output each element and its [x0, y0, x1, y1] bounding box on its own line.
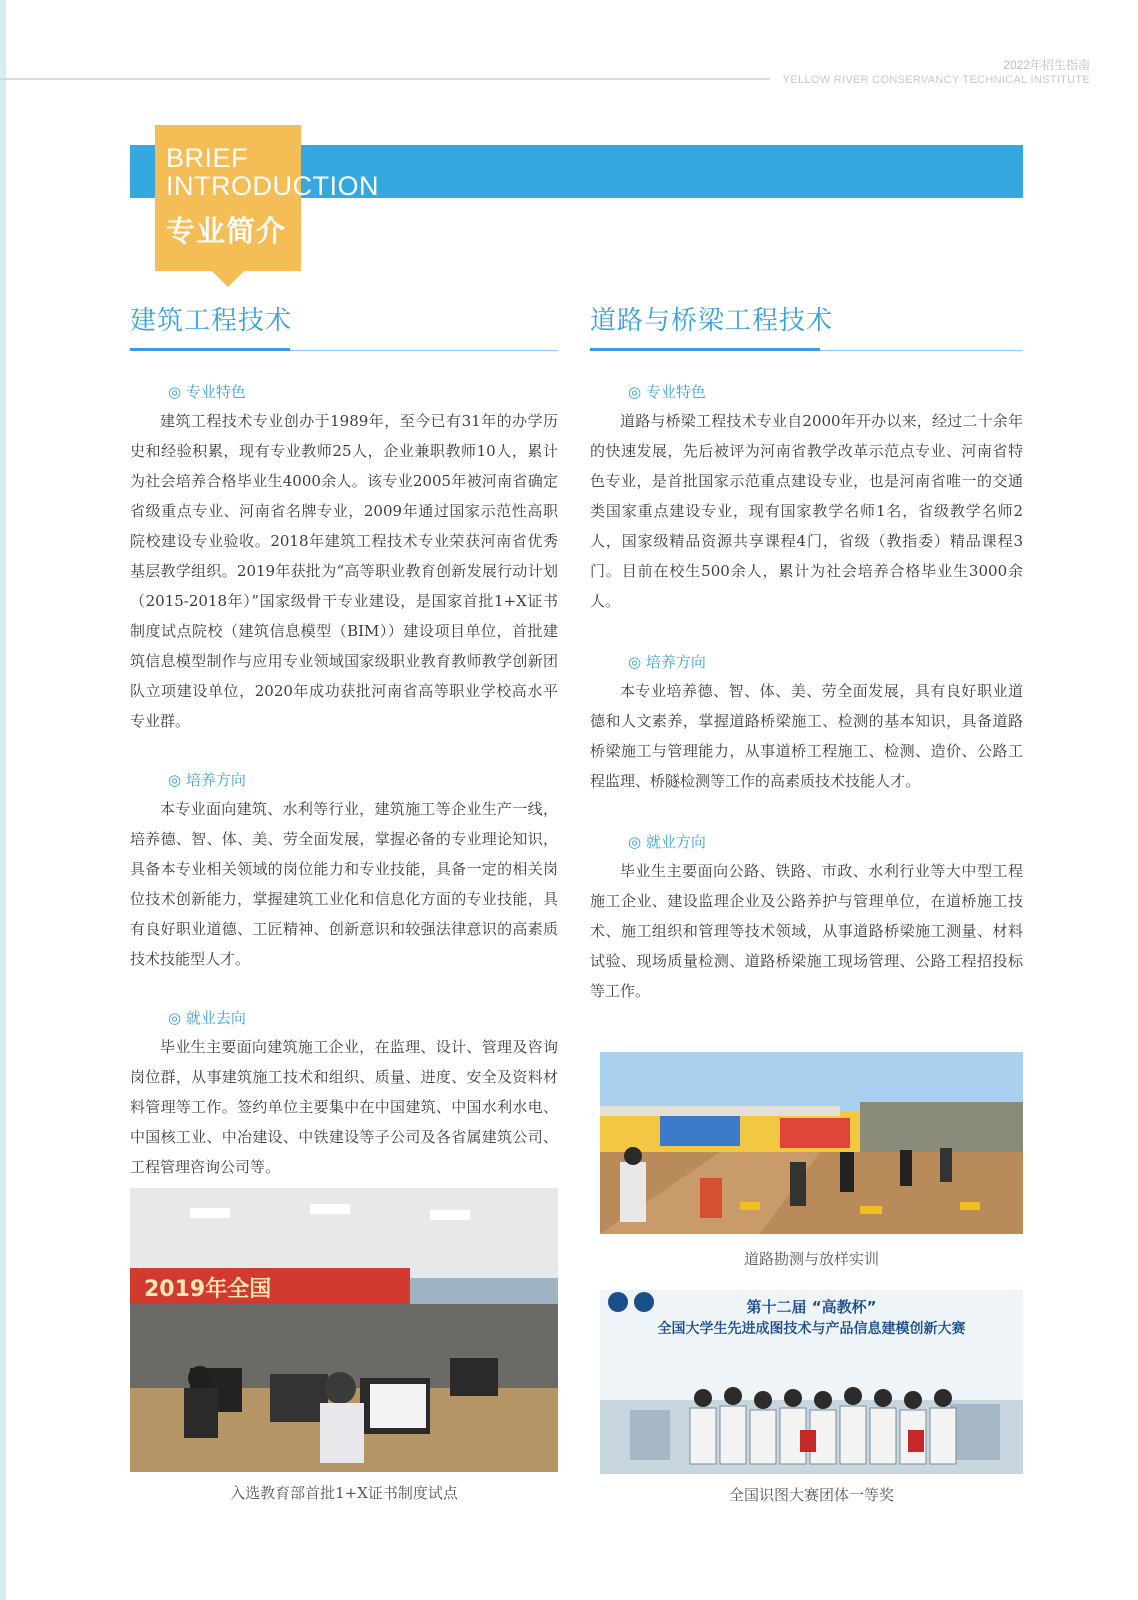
brief-line: BRIEF	[166, 143, 249, 173]
introduction-line: INTRODUCTION	[166, 171, 379, 201]
left-training-text: 本专业面向建筑、水利等行业，建筑施工等企业生产一线，培养德、智、体、美、劳全面发展，掌握必备的专业理论知识，具备本专业相关领域的岗位能力和专业技能，具备一定的相关岗位技术创新能力，掌握建筑工业化和信息化方面的专业技能，具有良好职业道德、工匠精神、创新意识和较强法律意识的高素质技术技能型人才。	[130, 800, 558, 968]
left-photo-caption: 入选教育部首批1+X证书制度试点	[230, 1484, 458, 1502]
right-features-heading: ◎ 专业特色	[628, 383, 706, 401]
right-major-title: 道路与桥梁工程技术	[590, 306, 834, 336]
left-features-text: 建筑工程技术专业创办于1989年，至今已有31年的办学历史和经验积累，现有专业教师25人，企业兼职教师10人，累计为社会培养合格毕业生4000余人。该专业2005年被河南省确定省级重点专业、河南省名牌专业，2009年通过国家示范性高职院校建设专业验收。2018年建筑工程技术专业荣获河南省优秀基层教学组织。2019年获批为“高等职业教育创新发展行动计划（2015-2018年）”国家级骨干专业建设，是国家首批1+X证书制度试点院校（建筑信息模型（BIM））建设项目单位，首批建筑信息模型制作与应用专业领域国家级职业教育教师教学创新团队立项建设单位，2020年成功获批河南省高等职业学校高水平专业群。	[130, 412, 558, 730]
header-rule	[0, 78, 770, 80]
computer-lab-illustration	[130, 1188, 558, 1472]
award-photo-caption: 全国识图大赛团体一等奖	[728, 1486, 894, 1504]
section-title-zh: 专业简介	[166, 214, 287, 248]
intro-pointer	[211, 270, 245, 287]
right-employment-heading: ◎ 就业方向	[628, 833, 706, 851]
guide-title: 2022年招生指南	[1003, 58, 1090, 72]
road-surveying-illustration	[600, 1052, 1023, 1234]
right-employment-text: 毕业生主要面向公路、铁路、市政、水利行业等大中型工程施工企业、建设监理企业及公路养护与管理单位，在道桥施工技术、施工组织和管理等技术领域，从事道路桥梁施工测量、材料试验、现场质量检测、道路桥梁施工现场管理、公路工程招投标等工作。	[590, 862, 1023, 1000]
award-banner-line2: 全国大学生先进成图技术与产品信息建模创新大赛	[657, 1321, 966, 1337]
road-surveying-photo	[600, 1052, 1023, 1234]
right-training-text: 本专业培养德、智、体、美、劳全面发展，具有良好职业道德和人文素养，掌握道路桥梁施工、检测的基本知识，具备道路桥梁施工与管理能力，从事道桥工程施工、检测、造价、公路工程监理、桥隧检测等工作的高素质技术技能人才。	[590, 682, 1023, 790]
right-features-text: 道路与桥梁工程技术专业自2000年开办以来，经过二十余年的快速发展，先后被评为河南省教学改革示范点专业、河南省特色专业，是首批国家示范重点建设专业，也是河南省唯一的交通类国家重点建设专业，现有国家教学名师1名，省级教学名师2人，国家级精品资源共享课程4门，省级（教指委）精品课程3门。目前在校生500余人，累计为社会培养合格毕业生3000余人。	[590, 412, 1023, 610]
competition-award-photo	[600, 1290, 1023, 1474]
photo-banner-text: 2019年全国	[144, 1277, 272, 1302]
left-employment-text: 毕业生主要面向建筑施工企业，在监理、设计、管理及咨询岗位群，从事建筑施工技术和组织、质量、进度、安全及资料材料管理等工作。签约单位主要集中在中国建筑、中国水利水电、中国核工业、中冶建设、中铁建设等子公司及各省属建筑公司、工程管理咨询公司等。	[130, 1038, 558, 1176]
computer-lab-photo	[130, 1188, 558, 1472]
page-edge-stripe	[0, 0, 6, 1600]
brief-introduction-label	[166, 144, 379, 200]
right-title-rule-accent	[590, 348, 820, 351]
left-major-title: 建筑工程技术	[130, 306, 293, 336]
left-title-rule-accent	[130, 348, 290, 351]
left-employment-heading: ◎ 就业去向	[168, 1009, 246, 1027]
left-training-heading: ◎ 培养方向	[168, 771, 246, 789]
award-banner-line1: 第十二届 “高教杯”	[746, 1298, 877, 1316]
left-features-heading: ◎ 专业特色	[168, 383, 246, 401]
right-training-heading: ◎ 培养方向	[628, 653, 706, 671]
institute-name: YELLOW RIVER CONSERVANCY TECHNICAL INSTITUTE	[782, 74, 1090, 86]
road-photo-caption: 道路勘测与放样实训	[743, 1250, 879, 1268]
